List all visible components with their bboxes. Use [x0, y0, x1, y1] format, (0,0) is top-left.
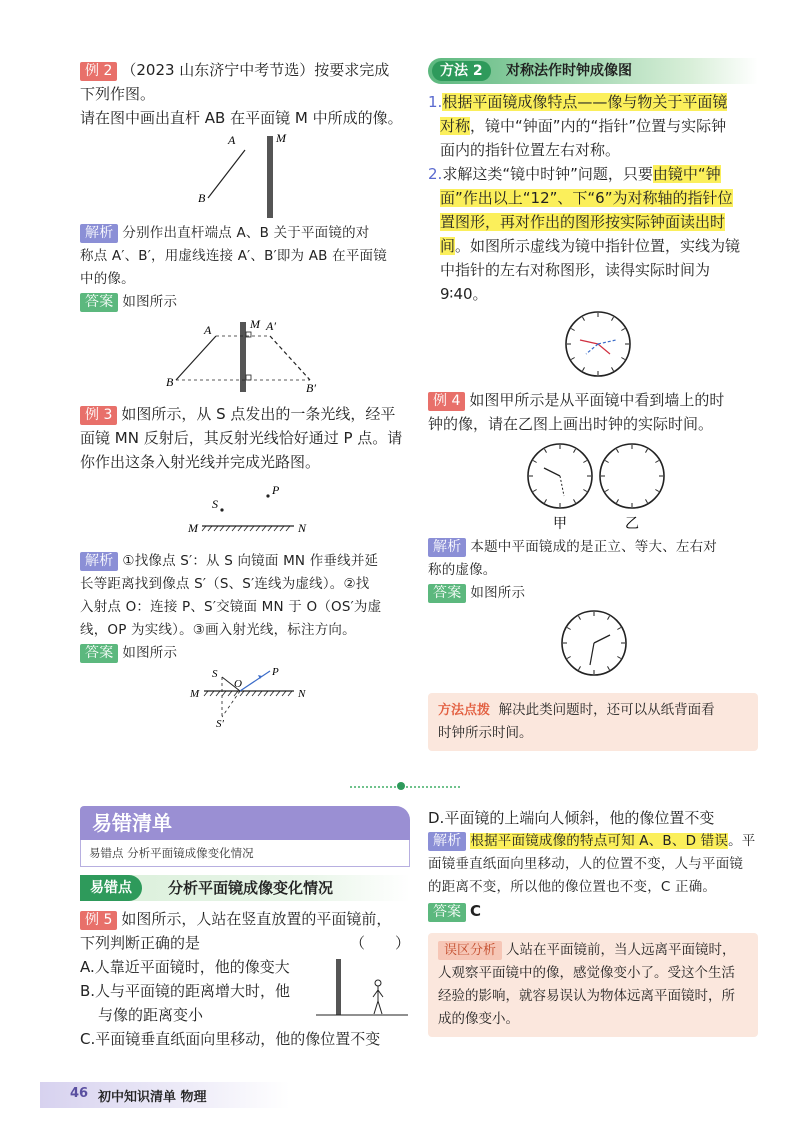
method-header	[428, 58, 758, 84]
ex4-tag: 例 4	[428, 392, 465, 411]
os-prime-line	[222, 691, 240, 717]
ans-label-s: S	[212, 668, 218, 680]
mis-line2: 人观察平面镜中的像，感觉像变小了。受这个生活	[438, 965, 735, 981]
label-m: M	[276, 131, 286, 145]
answer-paren: （ ）	[349, 934, 410, 952]
clock-yi	[600, 444, 664, 508]
error-point-title: 分析平面镜成像变化情况	[168, 879, 334, 897]
ex5-analysis-tag: 解析	[428, 832, 466, 851]
person-icon	[373, 980, 383, 1014]
ex5-answer-tag: 答案	[428, 903, 466, 922]
method-tag: 方法 2	[432, 61, 491, 81]
rod-ab	[208, 150, 245, 198]
ex5-analysis-3: 的距离不变，所以他的像位置也不变，C 正确。	[428, 879, 717, 895]
error-header: 易错清单	[80, 806, 410, 840]
method-p1-l1: 1.根据平面镜成像特点——像与物关于平面镜	[428, 93, 728, 111]
ex2-answer-tag: 答案	[80, 293, 118, 312]
mirror-m	[267, 136, 273, 218]
ex4-answer-figure	[428, 605, 758, 679]
mis-line3: 经验的影响，就容易误认为物体远离平面镜时，所	[438, 988, 735, 1004]
ans-label-o: O	[234, 678, 242, 690]
ex5-line1: 例 5 如图所示，人站在竖直放置的平面镜前，	[80, 907, 410, 931]
ans-label-a: A	[204, 323, 212, 337]
ex2-analysis-tag: 解析	[80, 224, 118, 243]
label-s: S	[212, 497, 218, 511]
label-b: B	[198, 191, 206, 205]
ex5-tag: 例 5	[80, 911, 117, 930]
error-right-panel	[428, 806, 758, 1037]
ex2-tag: 例 2	[80, 62, 117, 81]
tip-label: 方法点拨	[438, 703, 491, 718]
ex4-line1: 例 4 如图甲所示是从平面镜中看到墙上的时	[428, 388, 758, 412]
right-column	[428, 58, 758, 751]
error-panel	[80, 806, 410, 1051]
mis-line1: 误区分析 人站在平面镜前，当人远离平面镜时，	[438, 939, 748, 962]
ans-label-p: P	[272, 666, 279, 678]
ans-label-s-prime: S′	[216, 718, 224, 727]
left-column	[80, 58, 410, 727]
option-d: D.平面镜的上端向人倾斜，他的像位置不变	[428, 809, 715, 827]
ex5-analysis-2: 面镜垂直纸面向里移动，人的位置不变，人与平面镜	[428, 856, 744, 872]
ex2-answer-figure	[80, 314, 410, 394]
ex5-figure	[316, 957, 408, 1021]
ex2-line2: 下列作图。	[80, 85, 156, 103]
method-p2-l2: 面”作出以上“12”、下“6”为对称轴的指针位	[440, 189, 733, 207]
ex3-answer: 答案 如图所示	[80, 642, 410, 665]
method-title: 对称法作时钟成像图	[506, 63, 632, 79]
ex4-answer: 答案 如图所示	[428, 582, 758, 605]
method-p2-l1: 2.求解这类“镜中时钟”问题，只要由镜中“钟	[428, 165, 721, 183]
ex4-figure	[428, 436, 758, 532]
ex2-analysis-3: 中的像。	[80, 271, 135, 287]
tip-box	[428, 693, 758, 751]
option-a: A.人靠近平面镜时，他的像变大	[80, 958, 290, 976]
ans-label-m: M	[250, 317, 260, 331]
answer-image-ab	[270, 336, 310, 380]
clock-jia	[528, 444, 592, 508]
section-divider	[350, 786, 460, 788]
label-m3: M	[188, 521, 198, 535]
ans-label-n: N	[298, 688, 306, 700]
answer-clock	[562, 611, 626, 675]
ans-label-b: B	[166, 375, 174, 389]
option-c: C.平面镜垂直纸面向里移动，他的像位置不变	[80, 1030, 381, 1048]
ex3-answer-tag: 答案	[80, 644, 118, 663]
method-p2-l6: 9∶40。	[440, 285, 488, 303]
ex3-analysis-tag: 解析	[80, 552, 118, 571]
ex5-answer: 答案 C	[428, 899, 758, 923]
footer-title: 初中知识清单 物理	[98, 1090, 207, 1105]
ans-label-m3: M	[190, 688, 200, 700]
method-p1-l3: 面内的指针位置左右对称。	[440, 141, 621, 159]
option-b1: B.人与平面镜的距离增大时，他	[80, 982, 291, 1000]
right-angle-b	[246, 375, 251, 380]
answer-rod-ab	[176, 336, 216, 380]
error-subheader: 易错点 分析平面镜成像变化情况	[80, 840, 410, 867]
ex3-figure	[80, 474, 410, 544]
tip-line2: 时钟所示时间。	[438, 725, 533, 741]
misconception-box	[428, 933, 758, 1037]
method-p2-l3: 置图形，再对作出的图形按实际钟面读出时	[440, 213, 726, 231]
ex4-line2: 钟的像，请在乙图上画出时钟的实际时间。	[428, 415, 714, 433]
error-point-bar	[80, 875, 410, 901]
ex4-analysis-2: 称的虚像。	[428, 562, 497, 578]
ex2-line3: 请在图中画出直杆 AB 在平面镜 M 中所成的像。	[80, 109, 403, 127]
method-p2-l4: 间。如图所示虚线为镜中指针位置，实线为镜	[440, 237, 741, 255]
page-number: 46	[70, 1086, 89, 1101]
ex2-analysis-1: 解析 分别作出直杆端点 A、B 关于平面镜的对	[80, 222, 410, 245]
ex3-line1: 例 3 如图所示，从 S 点发出的一条光线，经平	[80, 402, 410, 426]
ans-mirror-hatch	[204, 691, 292, 696]
ex3-line2: 面镜 MN 反射后，其反射光线恰好通过 P 点。请	[80, 429, 403, 447]
ex5-line2: 下列判断正确的是 （ ）	[80, 931, 410, 955]
answer-mirror	[240, 322, 246, 392]
ex2-analysis-2: 称点 A′、B′，用虚线连接 A′、B′即为 AB 在平面镜	[80, 248, 387, 264]
error-point-tag: 易错点	[80, 875, 142, 901]
ex4-analysis-1: 解析 本题中平面镜成的是正立、等大、左右对	[428, 536, 758, 559]
divider-dot	[397, 782, 405, 790]
ex3-analysis-1: 解析 ①找像点 S′：从 S 向镜面 MN 作垂线并延	[80, 550, 410, 573]
ex5-mirror	[336, 959, 341, 1015]
ex5-options	[80, 955, 410, 1051]
ans-label-b-prime: B′	[306, 381, 316, 394]
mis-line4: 成的像变小。	[438, 1011, 519, 1027]
reflected-ray	[240, 671, 270, 691]
ex3-answer-figure	[80, 665, 410, 727]
method-clock-figure	[428, 306, 758, 380]
ex3-analysis-4: 线，OP 为实线）。③画入射光线，标注方向。	[80, 622, 356, 638]
ex4-analysis-tag: 解析	[428, 538, 466, 557]
ex4-answer-tag: 答案	[428, 584, 466, 603]
ex2-figure	[80, 130, 410, 222]
ex2-answer: 答案 如图所示	[80, 291, 410, 314]
ans-label-a-prime: A′	[266, 319, 276, 333]
mis-tag: 误区分析	[438, 941, 502, 960]
point-s	[220, 508, 223, 511]
tip-line1: 方法点拨 解决此类问题时，还可以从纸背面看	[438, 702, 715, 718]
label-n: N	[298, 521, 307, 535]
option-b2: 与像的距离变小	[98, 1006, 204, 1024]
method-clock	[566, 312, 630, 376]
point-p	[266, 494, 269, 497]
method-p1-l2: 对称，镜中“钟面”内的“指针”位置与实际钟	[440, 117, 727, 135]
ex3-analysis-3: 入射点 O：连接 P、S′交镜面 MN 于 O（OS′为虚	[80, 599, 382, 615]
footer	[40, 1082, 290, 1108]
method-p2-l5: 中指针的左右对称图形，读得实际时间为	[440, 261, 711, 279]
ex3-line3: 你作出这条入射光线并完成光路图。	[80, 453, 321, 471]
mirror-hatch	[202, 526, 290, 531]
ex3-tag: 例 3	[80, 406, 117, 425]
label-a: A	[228, 133, 236, 147]
label-p: P	[272, 483, 280, 497]
label-jia: 甲	[553, 516, 567, 532]
ex5-analysis-1: 解析 根据平面镜成像的特点可知 A、B、D 错误。平	[428, 830, 758, 853]
ex2-line1: 例 2 （2023 山东济宁中考节选）按要求完成	[80, 58, 410, 82]
label-yi: 乙	[625, 516, 639, 532]
ex3-analysis-2: 长等距离找到像点 S′（S、S′连线为虚线）。②找	[80, 576, 370, 592]
